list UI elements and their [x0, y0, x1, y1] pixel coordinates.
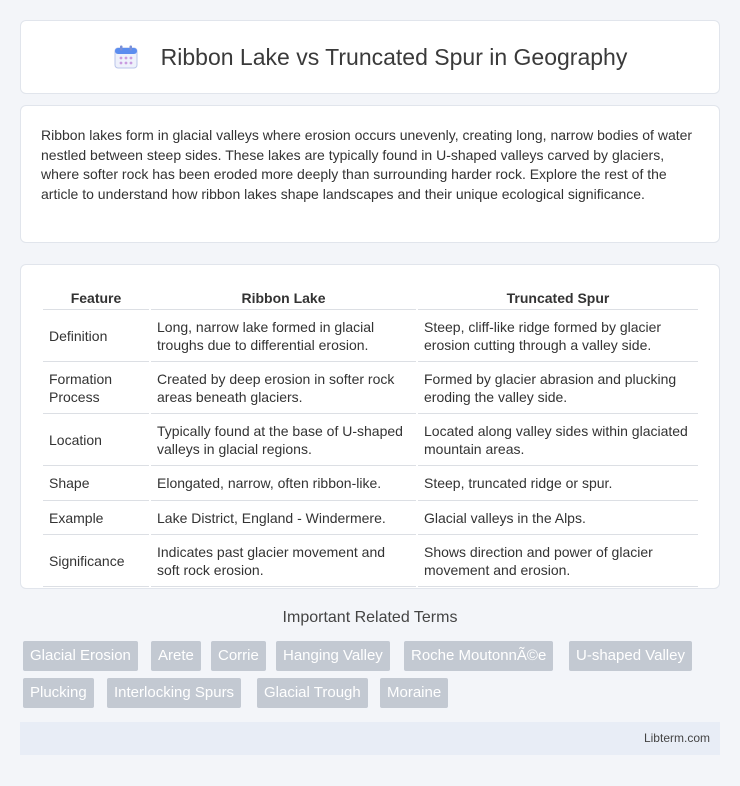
tag-hanging-valley[interactable]: Hanging Valley	[276, 641, 390, 671]
table-header-row	[43, 287, 698, 310]
tag-plucking[interactable]: Plucking	[23, 678, 94, 708]
row-truncated-spur: Steep, cliff-like ridge formed by glacier erosion cutting through a valley side.	[418, 312, 698, 362]
tag-interlocking-spurs[interactable]: Interlocking Spurs	[107, 678, 241, 708]
row-feature: Shape	[43, 468, 149, 501]
row-truncated-spur: Located along valley sides within glaciated mountain areas.	[418, 416, 698, 466]
row-truncated-spur: Shows direction and power of glacier movement and erosion.	[418, 537, 698, 587]
tag-corrie[interactable]: Corrie	[211, 641, 266, 671]
row-truncated-spur: Steep, truncated ridge or spur.	[418, 468, 698, 501]
table-row	[43, 468, 698, 501]
table-row	[43, 312, 698, 362]
row-feature: Formation Process	[43, 364, 149, 414]
row-truncated-spur: Formed by glacier abrasion and plucking eroding the valley side.	[418, 364, 698, 414]
tag-arete[interactable]: Arete	[151, 641, 201, 671]
footer-site-link[interactable]: Libterm.com	[643, 731, 710, 745]
page-title: Ribbon Lake vs Truncated Spur in Geography	[160, 43, 628, 70]
title-card	[20, 20, 720, 94]
tag-u-shaped-valley[interactable]: U-shaped Valley	[569, 641, 692, 671]
comparison-table-card	[20, 264, 720, 589]
row-ribbon-lake: Long, narrow lake formed in glacial troughs due to differential erosion.	[151, 312, 416, 362]
table-row	[43, 537, 698, 587]
row-feature: Example	[43, 503, 149, 536]
comparison-table	[41, 285, 700, 589]
row-truncated-spur: Glacial valleys in the Alps.	[418, 503, 698, 536]
row-ribbon-lake: Created by deep erosion in softer rock areas beneath glaciers.	[151, 364, 416, 414]
table-row	[43, 503, 698, 536]
row-feature: Significance	[43, 537, 149, 587]
header-truncated-spur: Truncated Spur	[418, 287, 698, 310]
tag-glacial-erosion[interactable]: Glacial Erosion	[23, 641, 138, 671]
row-feature: Location	[43, 416, 149, 466]
related-terms-title: Important Related Terms	[282, 609, 458, 626]
row-ribbon-lake: Indicates past glacier movement and soft rock erosion.	[151, 537, 416, 587]
header-feature: Feature	[43, 287, 149, 310]
intro-text: Ribbon lakes form in glacial valleys where erosion occurs unevenly, creating long, narrow bodies of water nestled between steep sides. These lakes are typically found in U-shaped valleys carved by glaciers, where softer rock has been eroded more deeply than surrounding harder rock. Explore the rest of the article to understand how ribbon lakes shape landscapes and their unique ecological significance.	[41, 127, 693, 202]
intro-card	[20, 105, 720, 243]
footer	[20, 722, 720, 755]
header-ribbon-lake: Ribbon Lake	[151, 287, 416, 310]
table-row	[43, 364, 698, 414]
row-ribbon-lake: Lake District, England - Windermere.	[151, 503, 416, 536]
table-row	[43, 416, 698, 466]
row-feature: Definition	[43, 312, 149, 362]
tag-roche-moutonnee[interactable]: Roche MoutonnÃ©e	[404, 641, 553, 671]
tag-glacial-trough[interactable]: Glacial Trough	[257, 678, 368, 708]
tag-moraine[interactable]: Moraine	[380, 678, 448, 708]
calendar-icon	[113, 44, 139, 70]
row-ribbon-lake: Typically found at the base of U-shaped valleys in glacial regions.	[151, 416, 416, 466]
row-ribbon-lake: Elongated, narrow, often ribbon-like.	[151, 468, 416, 501]
